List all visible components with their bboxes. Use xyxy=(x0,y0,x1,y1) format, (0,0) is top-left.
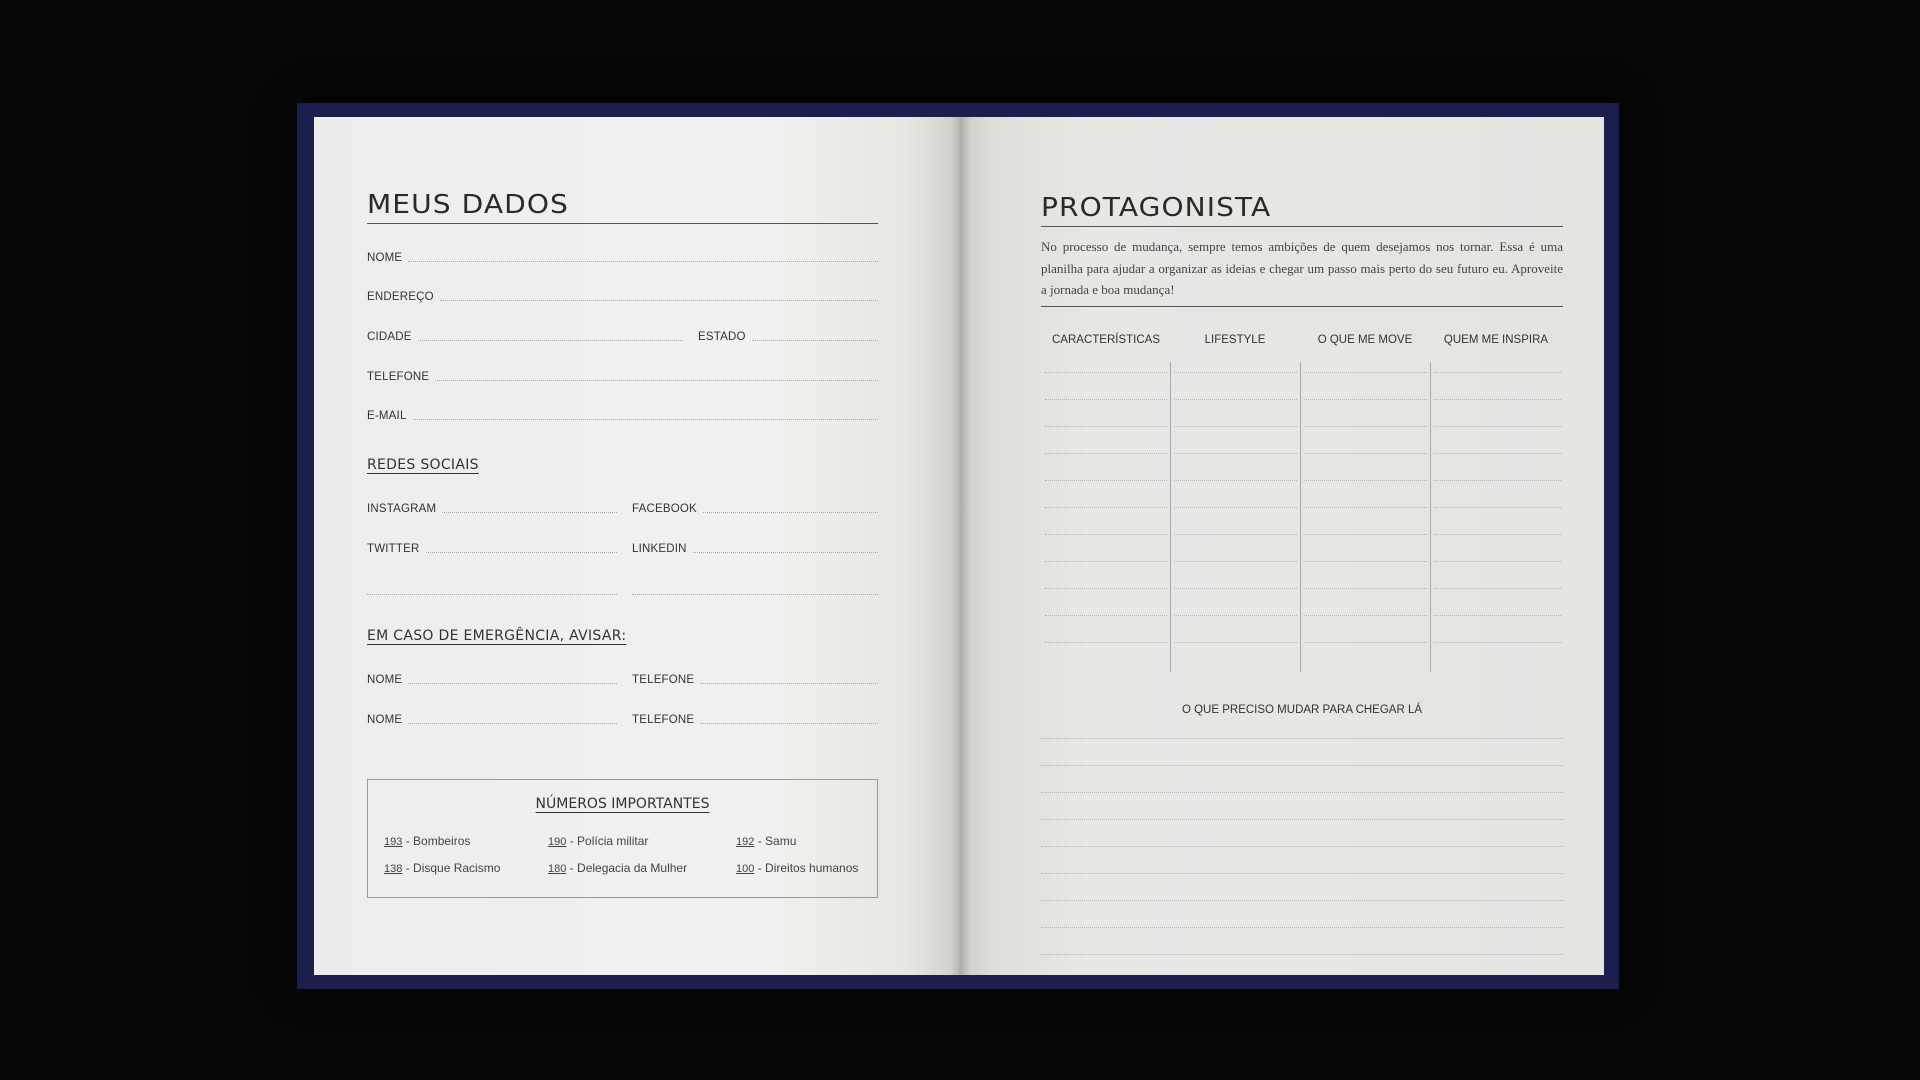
number-label: - Polícia militar xyxy=(566,834,649,848)
grid-row-line xyxy=(1045,615,1167,616)
field-cidade[interactable] xyxy=(367,331,683,343)
important-numbers-title: NÚMEROS IMPORTANTES xyxy=(535,796,710,812)
writing-line xyxy=(1041,792,1563,793)
field-label: NOME xyxy=(367,714,403,726)
grid-row-line xyxy=(1045,588,1167,589)
number-item xyxy=(736,861,858,875)
extra-write-line[interactable] xyxy=(632,594,878,595)
page-title-meus-dados: MEUS DADOS xyxy=(367,190,569,220)
grid-row-line xyxy=(1045,507,1167,508)
field-emergency-nome-1[interactable] xyxy=(367,674,617,686)
number-label: - Bombeiros xyxy=(402,834,471,848)
field-label: NOME xyxy=(367,252,403,264)
number-item xyxy=(736,834,796,848)
write-line xyxy=(435,380,878,381)
write-line xyxy=(408,723,617,724)
field-emergency-telefone-1[interactable] xyxy=(632,674,878,686)
field-nome[interactable] xyxy=(367,252,878,264)
grid-row-line xyxy=(1304,615,1427,616)
field-emergency-nome-2[interactable] xyxy=(367,714,617,726)
grid-row-line xyxy=(1434,534,1561,535)
write-line xyxy=(408,261,878,262)
grid-row-line xyxy=(1174,561,1297,562)
field-label: TELEFONE xyxy=(632,714,695,726)
extra-write-line[interactable] xyxy=(367,594,617,595)
write-line xyxy=(442,512,617,513)
number-label: - Direitos humanos xyxy=(754,861,859,875)
grid-row-line xyxy=(1434,426,1561,427)
field-label: FACEBOOK xyxy=(632,503,697,515)
field-label: TELEFONE xyxy=(367,371,430,383)
grid-row-line xyxy=(1174,372,1297,373)
grid-row-line xyxy=(1045,372,1167,373)
column-header-lifestyle: LIFESTYLE xyxy=(1204,334,1266,346)
field-label: LINKEDIN xyxy=(632,543,687,555)
grid-row-line xyxy=(1434,372,1561,373)
write-line xyxy=(426,552,618,553)
write-line xyxy=(418,340,683,341)
grid-row-line xyxy=(1045,561,1167,562)
grid-row-line xyxy=(1434,399,1561,400)
grid-row-line xyxy=(1045,534,1167,535)
field-label: ESTADO xyxy=(698,331,746,343)
grid-row-line xyxy=(1174,534,1297,535)
grid-row-line xyxy=(1304,561,1427,562)
write-line xyxy=(700,723,878,724)
writing-line xyxy=(1041,846,1563,847)
grid-row-line xyxy=(1304,426,1427,427)
grid-row-line xyxy=(1174,507,1297,508)
column-divider xyxy=(1300,362,1301,672)
page-title-protagonista: PROTAGONISTA xyxy=(1041,193,1272,223)
grid-row-line xyxy=(1045,399,1167,400)
grid-row-line xyxy=(1174,453,1297,454)
section-label-o-que-preciso-mudar: O QUE PRECISO MUDAR PARA CHEGAR LÁ xyxy=(1181,704,1423,716)
grid-row-line xyxy=(1304,372,1427,373)
write-line xyxy=(440,300,878,301)
field-twitter[interactable] xyxy=(367,543,617,555)
grid-row-line xyxy=(1434,642,1561,643)
grid-row-line xyxy=(1304,642,1427,643)
grid-row-line xyxy=(1174,588,1297,589)
number-label: - Disque Racismo xyxy=(402,861,501,875)
number-item xyxy=(548,861,687,875)
grid-row-line xyxy=(1174,399,1297,400)
write-line xyxy=(408,683,617,684)
intro-rule xyxy=(1041,306,1563,307)
field-email[interactable] xyxy=(367,410,878,422)
grid-row-line xyxy=(1434,588,1561,589)
grid-row-line xyxy=(1304,480,1427,481)
column-header-o-que-me-move: O QUE ME MOVE xyxy=(1317,334,1413,346)
column-divider xyxy=(1170,362,1171,672)
writing-line xyxy=(1041,819,1563,820)
grid-row-line xyxy=(1304,588,1427,589)
grid-row-line xyxy=(1304,453,1427,454)
field-telefone[interactable] xyxy=(367,371,878,383)
write-line xyxy=(700,683,878,684)
field-label: CIDADE xyxy=(367,331,412,343)
number-item xyxy=(548,834,648,848)
grid-row-line xyxy=(1174,480,1297,481)
number-code: 193 xyxy=(384,836,403,848)
field-facebook[interactable] xyxy=(632,503,878,515)
writing-line xyxy=(1041,738,1563,739)
grid-row-line xyxy=(1174,615,1297,616)
number-code: 190 xyxy=(548,836,567,848)
number-label: - Delegacia da Mulher xyxy=(566,861,688,875)
heading-redes-sociais: REDES SOCIAIS xyxy=(367,457,479,473)
field-emergency-telefone-2[interactable] xyxy=(632,714,878,726)
column-header-quem-me-inspira: QUEM ME INSPIRA xyxy=(1443,334,1549,346)
number-item xyxy=(384,861,500,875)
column-header-caracteristicas: CARACTERÍSTICAS xyxy=(1052,334,1160,346)
number-item xyxy=(384,834,470,848)
grid-row-line xyxy=(1174,642,1297,643)
grid-row-line xyxy=(1434,561,1561,562)
number-code: 192 xyxy=(736,836,755,848)
field-label: TELEFONE xyxy=(632,674,695,686)
column-divider xyxy=(1430,362,1431,672)
grid-row-line xyxy=(1304,534,1427,535)
grid-row-line xyxy=(1304,507,1427,508)
writing-line xyxy=(1041,765,1563,766)
write-line xyxy=(752,340,878,341)
field-endereco[interactable] xyxy=(367,291,878,303)
grid-row-line xyxy=(1045,426,1167,427)
grid-row-line xyxy=(1434,453,1561,454)
grid-row-line xyxy=(1434,480,1561,481)
spine-shadow xyxy=(950,117,970,975)
field-label: TWITTER xyxy=(367,543,420,555)
field-label: INSTAGRAM xyxy=(367,503,437,515)
write-line xyxy=(413,419,878,420)
field-instagram[interactable] xyxy=(367,503,617,515)
grid-row-line xyxy=(1174,426,1297,427)
grid-row-line xyxy=(1045,480,1167,481)
writing-line xyxy=(1041,900,1563,901)
title-rule xyxy=(367,223,878,224)
title-rule xyxy=(1041,226,1563,227)
writing-line xyxy=(1041,873,1563,874)
number-code: 138 xyxy=(384,863,403,875)
number-code: 100 xyxy=(736,863,755,875)
field-label: ENDEREÇO xyxy=(367,291,434,303)
field-label: E-MAIL xyxy=(367,410,407,422)
grid-row-line xyxy=(1304,399,1427,400)
intro-paragraph: No processo de mudança, sempre temos ambições de quem desejamos nos tornar. Essa é uma planilha para ajudar a organizar as ideias e chegar um passo mais perto do seu futuro eu. Aproveite a jornada e boa mudança! xyxy=(1041,239,1563,297)
number-label: - Samu xyxy=(754,834,797,848)
grid-row-line xyxy=(1045,642,1167,643)
writing-line xyxy=(1041,927,1563,928)
grid-row-line xyxy=(1434,507,1561,508)
field-estado[interactable] xyxy=(698,331,878,343)
grid-row-line xyxy=(1045,453,1167,454)
field-linkedin[interactable] xyxy=(632,543,878,555)
write-line xyxy=(703,512,878,513)
heading-emergencia: EM CASO DE EMERGÊNCIA, AVISAR: xyxy=(367,628,627,644)
number-code: 180 xyxy=(548,863,567,875)
write-line xyxy=(693,552,878,553)
writing-line xyxy=(1041,954,1563,955)
field-label: NOME xyxy=(367,674,403,686)
grid-row-line xyxy=(1434,615,1561,616)
